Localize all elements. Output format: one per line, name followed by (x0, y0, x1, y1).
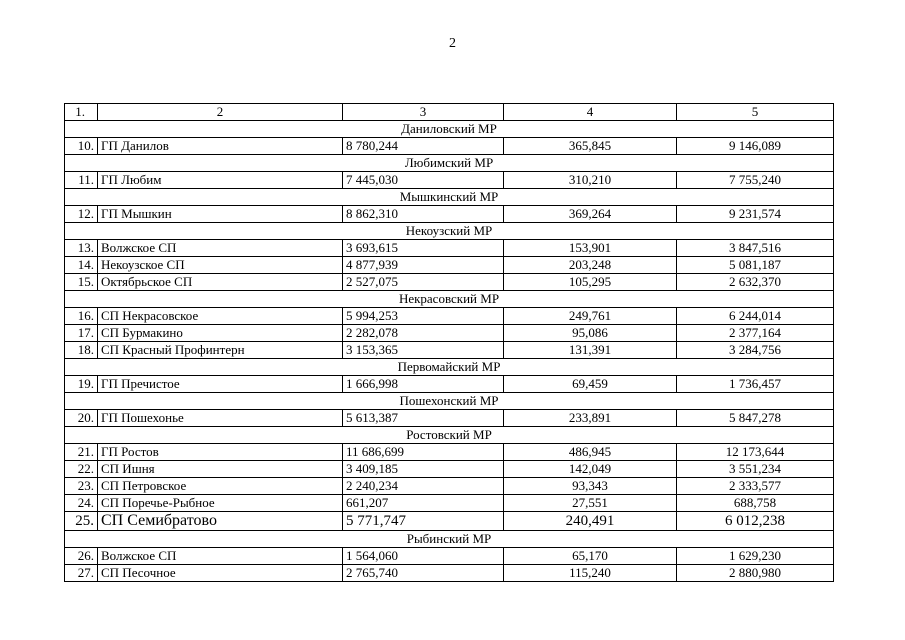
district-row (65, 223, 834, 240)
value-col-3: 2 765,740 (343, 565, 504, 582)
table-row (65, 342, 834, 359)
value-col-5: 12 173,644 (677, 444, 834, 461)
value-col-4: 93,343 (504, 478, 677, 495)
value-col-4: 486,945 (504, 444, 677, 461)
table-row (65, 257, 834, 274)
settlement-name: Некоузское СП (98, 257, 343, 274)
row-number: 11. (65, 172, 98, 189)
value-col-3: 3 693,615 (343, 240, 504, 257)
value-col-5: 5 081,187 (677, 257, 834, 274)
district-name: Некрасовский МР (65, 291, 834, 308)
row-number: 14. (65, 257, 98, 274)
value-col-4: 105,295 (504, 274, 677, 291)
settlement-name: ГП Любим (98, 172, 343, 189)
value-col-5: 688,758 (677, 495, 834, 512)
table-row (65, 512, 834, 531)
settlement-name: СП Песочное (98, 565, 343, 582)
value-col-5: 9 146,089 (677, 138, 834, 155)
header-row (65, 104, 834, 121)
value-col-3: 3 409,185 (343, 461, 504, 478)
value-col-3: 2 240,234 (343, 478, 504, 495)
value-col-5: 3 551,234 (677, 461, 834, 478)
row-number: 10. (65, 138, 98, 155)
value-col-3: 2 282,078 (343, 325, 504, 342)
header-col-5: 5 (677, 104, 834, 121)
district-row (65, 531, 834, 548)
district-name: Некоузский МР (65, 223, 834, 240)
value-col-3: 3 153,365 (343, 342, 504, 359)
value-col-5: 1 736,457 (677, 376, 834, 393)
value-col-3: 1 564,060 (343, 548, 504, 565)
table-row (65, 461, 834, 478)
district-row (65, 121, 834, 138)
settlement-name: ГП Пречистое (98, 376, 343, 393)
value-col-4: 131,391 (504, 342, 677, 359)
settlement-name: ГП Мышкин (98, 206, 343, 223)
value-col-5: 2 632,370 (677, 274, 834, 291)
value-col-4: 115,240 (504, 565, 677, 582)
table-row (65, 138, 834, 155)
district-name: Даниловский МР (65, 121, 834, 138)
district-name: Первомайский МР (65, 359, 834, 376)
value-col-5: 3 847,516 (677, 240, 834, 257)
value-col-3: 5 994,253 (343, 308, 504, 325)
table-body (65, 104, 834, 582)
district-name: Мышкинский МР (65, 189, 834, 206)
value-col-4: 95,086 (504, 325, 677, 342)
row-number: 23. (65, 478, 98, 495)
header-col-4: 4 (504, 104, 677, 121)
header-col-2: 2 (98, 104, 343, 121)
value-col-3: 5 613,387 (343, 410, 504, 427)
table-row (65, 495, 834, 512)
row-number: 21. (65, 444, 98, 461)
settlement-name: Волжское СП (98, 240, 343, 257)
settlement-name: ГП Пошехонье (98, 410, 343, 427)
settlement-name: СП Красный Профинтерн (98, 342, 343, 359)
value-col-5: 1 629,230 (677, 548, 834, 565)
district-row (65, 427, 834, 444)
allocation-table (64, 103, 834, 582)
district-row (65, 393, 834, 410)
row-number: 26. (65, 548, 98, 565)
value-col-3: 8 862,310 (343, 206, 504, 223)
table-row (65, 274, 834, 291)
value-col-5: 6 244,014 (677, 308, 834, 325)
value-col-5: 6 012,238 (677, 512, 834, 531)
district-name: Любимский МР (65, 155, 834, 172)
settlement-name: СП Семибратово (98, 512, 343, 531)
district-name: Пошехонский МР (65, 393, 834, 410)
value-col-4: 365,845 (504, 138, 677, 155)
value-col-4: 233,891 (504, 410, 677, 427)
row-number: 20. (65, 410, 98, 427)
value-col-5: 5 847,278 (677, 410, 834, 427)
row-number: 17. (65, 325, 98, 342)
table-row (65, 478, 834, 495)
row-number: 27. (65, 565, 98, 582)
table-row (65, 240, 834, 257)
value-col-4: 27,551 (504, 495, 677, 512)
table-row (65, 308, 834, 325)
row-number: 19. (65, 376, 98, 393)
district-name: Ростовский МР (65, 427, 834, 444)
value-col-5: 2 377,164 (677, 325, 834, 342)
table-row (65, 172, 834, 189)
value-col-3: 1 666,998 (343, 376, 504, 393)
table-row (65, 565, 834, 582)
value-col-3: 2 527,075 (343, 274, 504, 291)
settlement-name: СП Ишня (98, 461, 343, 478)
value-col-3: 4 877,939 (343, 257, 504, 274)
table-row (65, 444, 834, 461)
row-number: 15. (65, 274, 98, 291)
value-col-3: 11 686,699 (343, 444, 504, 461)
value-col-3: 5 771,747 (343, 512, 504, 531)
table-row (65, 548, 834, 565)
table-row (65, 325, 834, 342)
value-col-5: 2 880,980 (677, 565, 834, 582)
value-col-4: 240,491 (504, 512, 677, 531)
settlement-name: Волжское СП (98, 548, 343, 565)
row-number: 22. (65, 461, 98, 478)
page-number: 2 (449, 36, 456, 51)
table-row (65, 206, 834, 223)
value-col-4: 142,049 (504, 461, 677, 478)
district-row (65, 189, 834, 206)
header-col-3: 3 (343, 104, 504, 121)
row-number: 18. (65, 342, 98, 359)
value-col-4: 69,459 (504, 376, 677, 393)
settlement-name: СП Поречье-Рыбное (98, 495, 343, 512)
row-number: 16. (65, 308, 98, 325)
district-row (65, 291, 834, 308)
value-col-4: 203,248 (504, 257, 677, 274)
value-col-3: 661,207 (343, 495, 504, 512)
district-name: Рыбинский МР (65, 531, 834, 548)
value-col-4: 249,761 (504, 308, 677, 325)
value-col-3: 8 780,244 (343, 138, 504, 155)
settlement-name: ГП Данилов (98, 138, 343, 155)
district-row (65, 359, 834, 376)
row-number: 12. (65, 206, 98, 223)
table-row (65, 376, 834, 393)
value-col-5: 7 755,240 (677, 172, 834, 189)
settlement-name: Октябрьское СП (98, 274, 343, 291)
row-number: 13. (65, 240, 98, 257)
settlement-name: СП Петровское (98, 478, 343, 495)
value-col-5: 2 333,577 (677, 478, 834, 495)
value-col-3: 7 445,030 (343, 172, 504, 189)
value-col-4: 65,170 (504, 548, 677, 565)
settlement-name: СП Бурмакино (98, 325, 343, 342)
row-number: 24. (65, 495, 98, 512)
row-number: 25. (65, 512, 98, 531)
value-col-4: 153,901 (504, 240, 677, 257)
value-col-5: 3 284,756 (677, 342, 834, 359)
settlement-name: СП Некрасовское (98, 308, 343, 325)
value-col-4: 310,210 (504, 172, 677, 189)
settlement-name: ГП Ростов (98, 444, 343, 461)
value-col-5: 9 231,574 (677, 206, 834, 223)
value-col-4: 369,264 (504, 206, 677, 223)
table-row (65, 410, 834, 427)
header-col-1: 1. (65, 104, 98, 121)
district-row (65, 155, 834, 172)
